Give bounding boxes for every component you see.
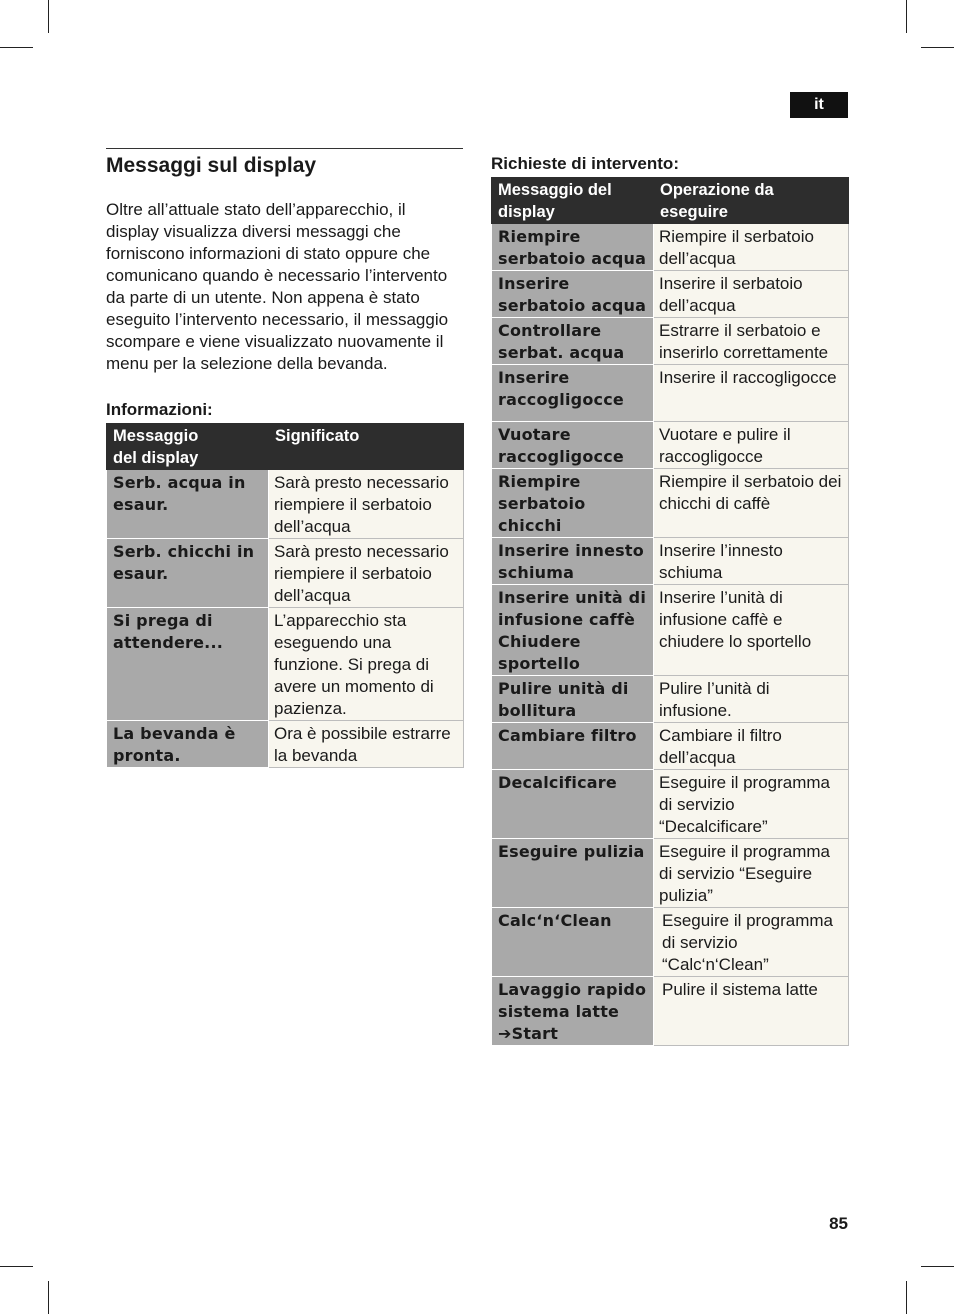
display-message: Calc‘n‘Clean: [492, 908, 654, 977]
table-row: [492, 676, 849, 723]
display-message: Inserire unità di infusione caffè Chiudere sportello: [492, 585, 654, 676]
display-message: Inserire serbatoio acqua: [492, 271, 654, 318]
meaning-text: Sarà presto necessario riempiere il serbatoio dell’acqua: [269, 539, 464, 608]
table-row: [107, 608, 464, 721]
display-message: Si prega di attendere...: [107, 608, 269, 721]
action-table: [491, 177, 849, 1046]
table-row: [492, 723, 849, 770]
meaning-text: L’apparecchio sta eseguendo una funzione. Si prega di avere un momento di pazienza.: [269, 608, 464, 721]
table-row: [107, 470, 464, 539]
table-row: [492, 318, 849, 365]
display-message: Inserire raccogligocce: [492, 365, 654, 422]
action-text: Riempire il serbatoio dell’acqua: [654, 224, 849, 271]
meaning-text: Sarà presto necessario riempiere il serbatoio dell’acqua: [269, 470, 464, 539]
right-column: [491, 148, 848, 1046]
crop-mark: [0, 1266, 33, 1267]
action-text: Inserire l’innesto schiuma: [654, 538, 849, 585]
display-message: Riempire serbatoio acqua: [492, 224, 654, 271]
crop-mark: [921, 1266, 954, 1267]
table-row: [492, 365, 849, 422]
table-row: [107, 539, 464, 608]
display-message: Riempire serbatoio chicchi: [492, 469, 654, 538]
table-row: [492, 908, 849, 977]
display-message: Decalcificare: [492, 770, 654, 839]
info-table: [106, 423, 464, 768]
display-message: Pulire unità di bollitura: [492, 676, 654, 723]
intro-paragraph: Oltre all’attuale stato dell’apparecchio, il display visualizza diversi messaggi che forniscono informazioni di stato oppure che comunicano quando è necessario l’intervento da parte di un utente. Non appena è stato eseguito l’intervento necessario, il messaggio scompare e viene visualizzato nuovamente il menu per la selezione della bevanda.: [106, 200, 449, 373]
display-message: La bevanda è pronta.: [107, 721, 269, 768]
action-text: Eseguire il programma di servizio “Eseguire pulizia”: [654, 839, 849, 908]
display-message: Cambiare filtro: [492, 723, 654, 770]
table-row: [492, 271, 849, 318]
table-row: [492, 224, 849, 271]
crop-mark: [48, 1281, 49, 1314]
display-message: Serb. chicchi in esaur.: [107, 539, 269, 608]
crop-mark: [906, 1281, 907, 1314]
action-text: Eseguire il programma di servizio “Calc‘n‘Clean”: [654, 908, 849, 977]
display-message: Lavaggio rapido sistema latte ➔Start: [492, 977, 654, 1046]
display-message: Controllare serbat. acqua: [492, 318, 654, 365]
action-text: Riempire il serbatoio dei chicchi di caffè: [654, 469, 849, 538]
action-text: Pulire il sistema latte: [654, 977, 849, 1046]
table-row: [492, 469, 849, 538]
action-text: Eseguire il programma di servizio “Decalcificare”: [654, 770, 849, 839]
action-text: Inserire l’unità di infusione caffè e chiudere lo sportello: [654, 585, 849, 676]
table-row: [492, 839, 849, 908]
table-row: [107, 721, 464, 768]
crop-mark: [921, 47, 954, 48]
display-message: Serb. acqua in esaur.: [107, 470, 269, 539]
table-row: [492, 422, 849, 469]
column-header-meaning: Significato: [269, 424, 464, 470]
action-text: Estrarre il serbatoio e inserirlo correttamente: [654, 318, 849, 365]
info-heading: Informazioni:: [106, 400, 213, 419]
table-row: [492, 977, 849, 1046]
meaning-text: Ora è possibile estrarre la bevanda: [269, 721, 464, 768]
crop-mark: [0, 47, 33, 48]
table-header-row: [492, 178, 849, 224]
column-header-action: Operazione da eseguire: [654, 178, 849, 224]
action-text: Inserire il serbatoio dell’acqua: [654, 271, 849, 318]
crop-mark: [48, 0, 49, 33]
section-title: Messaggi sul display: [106, 154, 317, 177]
crop-mark: [906, 0, 907, 33]
action-text: Inserire il raccogligocce: [654, 365, 849, 422]
table-header-row: [107, 424, 464, 470]
language-tab: it: [790, 92, 848, 118]
display-message: Eseguire pulizia: [492, 839, 654, 908]
table-row: [492, 538, 849, 585]
action-text: Pulire l’unità di infusione.: [654, 676, 849, 723]
left-column: [106, 148, 463, 768]
table-row: [492, 585, 849, 676]
column-header-message: Messaggio del display: [107, 424, 269, 470]
action-text: Vuotare e pulire il raccogligocce: [654, 422, 849, 469]
column-header-message: Messaggio del display: [492, 178, 654, 224]
display-message: Inserire innesto schiuma: [492, 538, 654, 585]
action-requests-heading: Richieste di intervento:: [491, 154, 679, 173]
table-row: [492, 770, 849, 839]
page-number: 85: [829, 1214, 848, 1233]
action-text: Cambiare il filtro dell’acqua: [654, 723, 849, 770]
display-message: Vuotare raccogligocce: [492, 422, 654, 469]
